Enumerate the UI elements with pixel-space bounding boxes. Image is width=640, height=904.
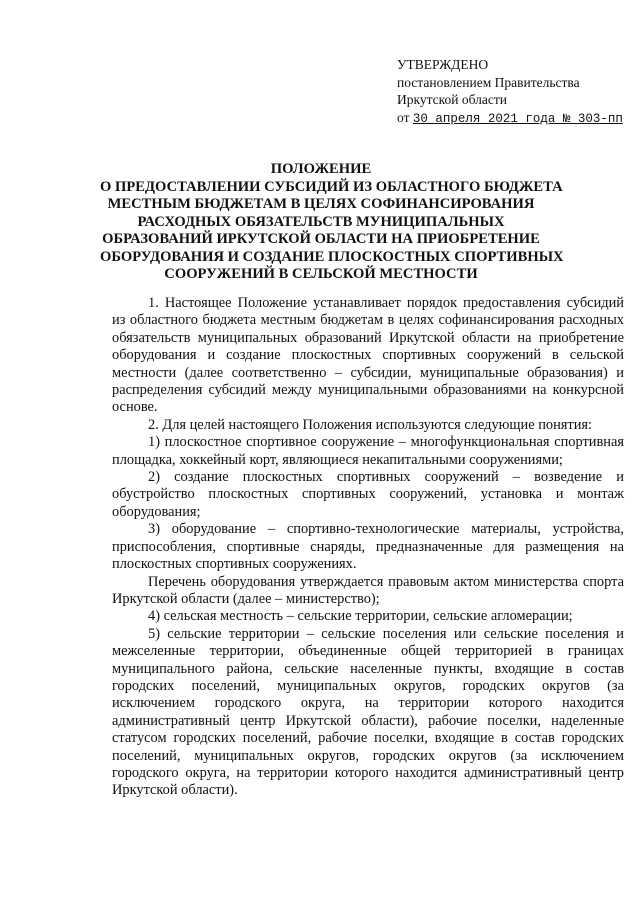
document-body (112, 295, 624, 800)
paragraph-1: 1. Настоящее Положение устанавливает порядок предоставления субсидий из областного бюджета местным бюджетам в целях софинансирования расходных обязательств муниципальных образований Иркутской области на приобретение оборудования и создание плоскостных спортивных сооружений в сельской местности (далее соответственно – субсидии, муниципальные образования) и распределения субсидий между муниципальными образованиями на конкурсной основе. (112, 295, 624, 416)
paragraph-definition-1: 1) плоскостное спортивное сооружение – многофункциональная спортивная площадка, хоккейный корт, являющиеся некапитальными сооружениями; (112, 434, 624, 468)
title-line: О ПРЕДОСТАВЛЕНИИ СУБСИДИЙ ИЗ ОБЛАСТНОГО БЮДЖЕТА (100, 178, 563, 195)
paragraph-2: 2. Для целей настоящего Положения используются следующие понятия: (148, 416, 593, 433)
approval-heading: УТВЕРЖДЕНО (397, 57, 489, 72)
title-line: РАСХОДНЫХ ОБЯЗАТЕЛЬСТВ МУНИЦИПАЛЬНЫХ (137, 213, 505, 230)
paragraph-definition-4: 4) сельская местность – сельские территории, сельские агломерации; (148, 608, 573, 625)
document-title (100, 161, 564, 284)
paragraph-definition-5: 5) сельские территории – сельские поселения или сельские поселения и межселенные территории, объединенные общей территорией в границах муниципального района, сельские населенные пункты, входящие в состав городских поселений, муниципальных округов, городских округов (за исключением городского округа, на территории которого находится административный центр Иркутской области), рабочие поселки, наделенные статусом городских поселений, рабочие поселки, входящие в состав городских поселений, муниципальных округов, городских округов (за исключением городского округа, на территории которого находится административный центр Иркутской области). (112, 625, 624, 799)
paragraph-definition-3: 3) оборудование – спортивно-технологические материалы, устройства, приспособления, спортивные снаряды, предназначенные для размещения на плоскостных спортивных сооружениях. (112, 521, 624, 573)
approval-line-2: Иркутской области (397, 92, 508, 107)
approval-line-1: постановлением Правительства (397, 74, 580, 90)
title-line: МЕСТНЫМ БЮДЖЕТАМ В ЦЕЛЯХ СОФИНАНСИРОВАНИЯ (107, 196, 535, 212)
approval-date-number: 30 апреля 2021 года № 303-пп (412, 111, 623, 126)
approval-date-line (397, 109, 637, 129)
title-line: СООРУЖЕНИЙ В СЕЛЬСКОЙ МЕСТНОСТИ (164, 266, 478, 282)
title-line: ПОЛОЖЕНИЕ (270, 161, 372, 177)
title-line: ОБОРУДОВАНИЯ И СОЗДАНИЕ ПЛОСКОСТНЫХ СПОРТИВНЫХ (100, 248, 564, 265)
approval-stamp (397, 56, 637, 128)
paragraph-equipment-list: Перечень оборудования утверждается правовым актом министерства спорта Иркутской области (далее – министерство); (112, 573, 624, 607)
approval-date-prefix: от (397, 109, 410, 125)
paragraph-definition-2: 2) создание плоскостных спортивных сооружений – возведение и обустройство плоскостных спортивных сооружений, установка и монтаж оборудования; (112, 469, 624, 520)
title-line: ОБРАЗОВАНИЙ ИРКУТСКОЙ ОБЛАСТИ НА ПРИОБРЕТЕНИЕ (102, 231, 540, 247)
